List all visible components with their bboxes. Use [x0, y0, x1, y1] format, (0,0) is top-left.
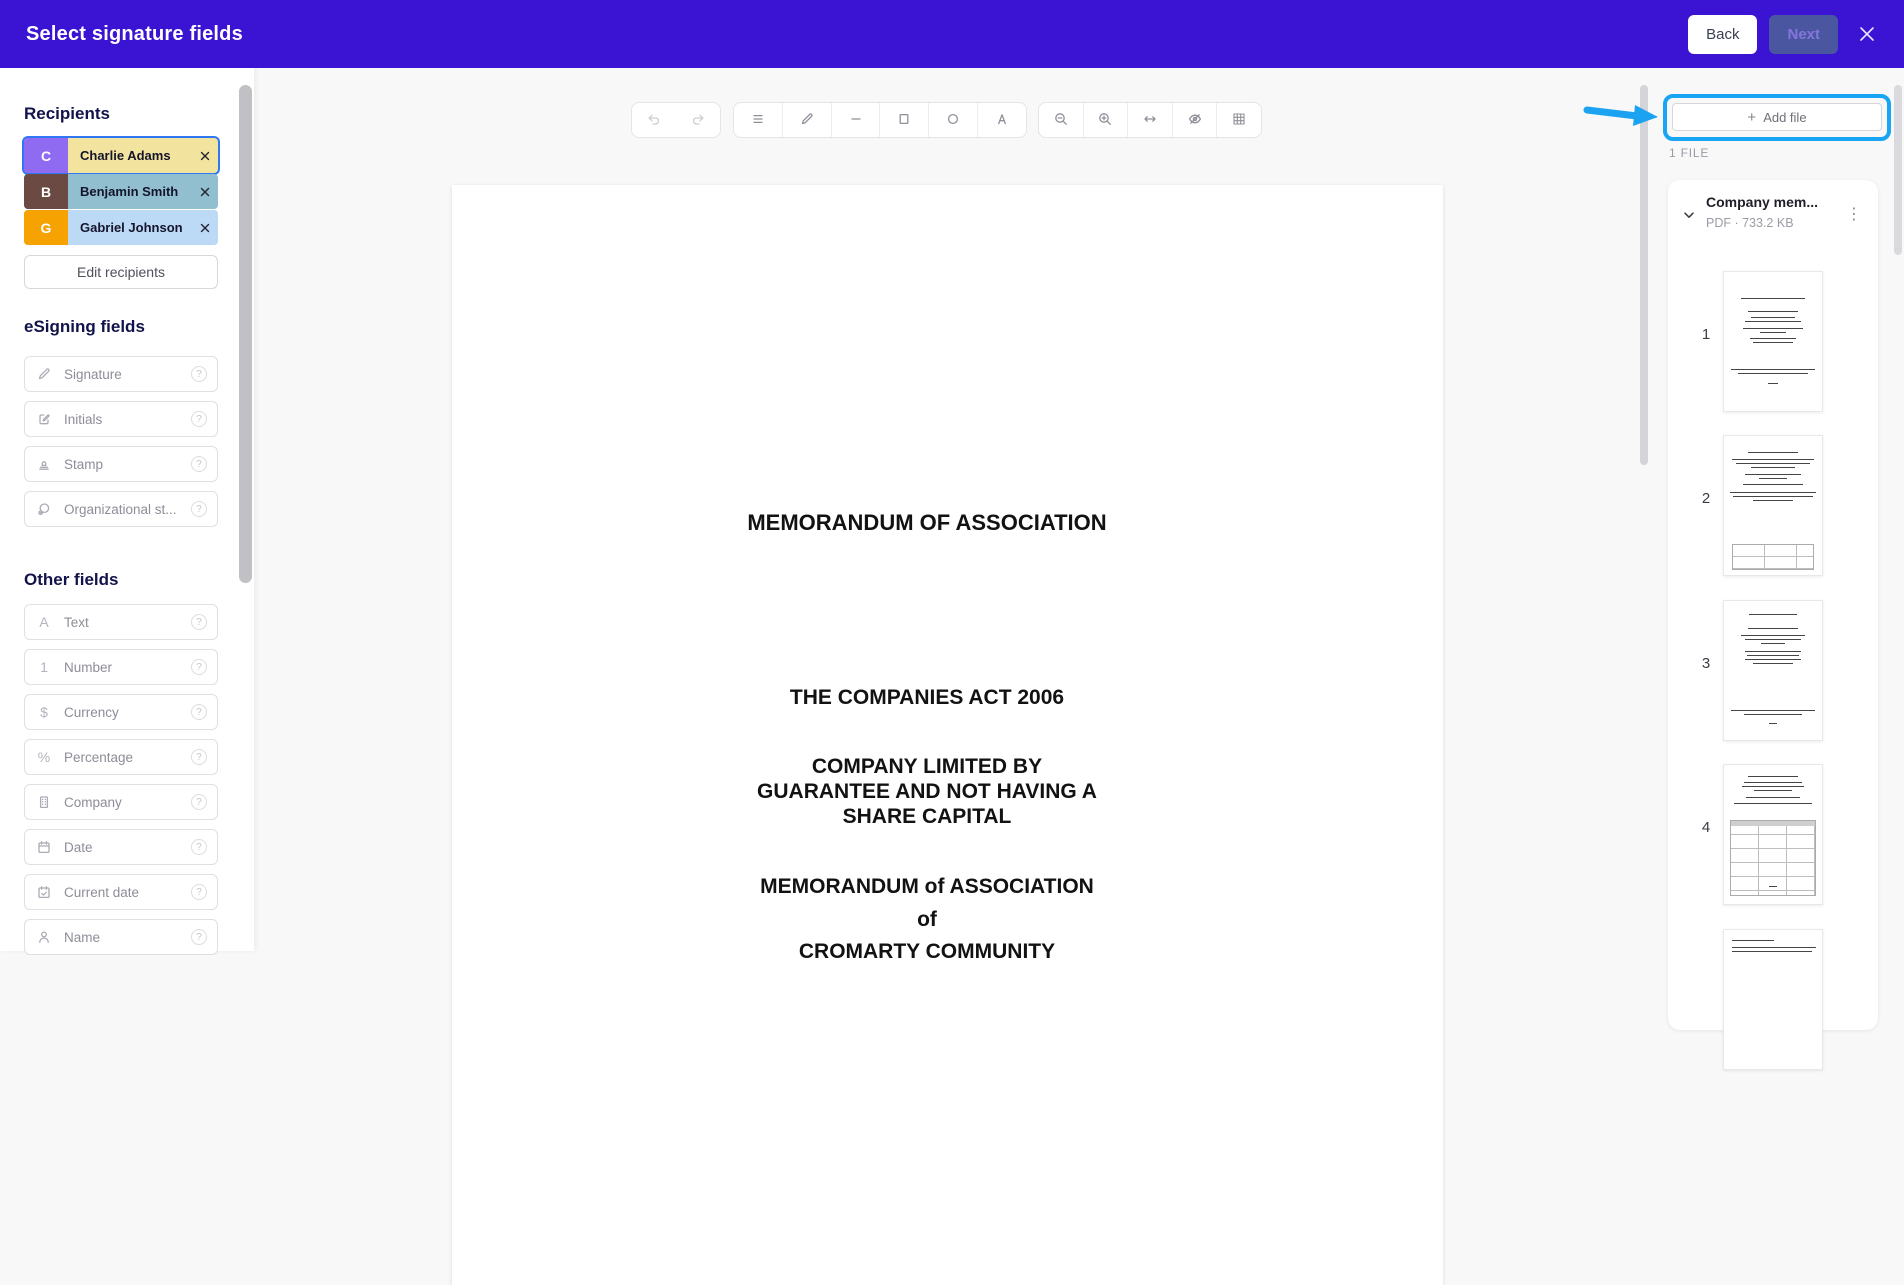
help-icon[interactable]: ? — [191, 366, 207, 382]
zoom-out-button[interactable] — [1039, 103, 1083, 137]
lines-tool-button[interactable] — [734, 103, 782, 137]
page-thumbnail-2[interactable] — [1723, 435, 1823, 576]
org-stamp-icon — [35, 501, 53, 517]
field-percentage[interactable] — [24, 739, 218, 775]
number-icon: 1 — [40, 659, 48, 675]
sidebar-scrollbar[interactable] — [239, 85, 252, 583]
topbar — [0, 0, 1904, 68]
circle-icon — [945, 111, 961, 130]
zoom-out-icon — [1053, 111, 1069, 130]
undo-redo-toolbar — [631, 102, 721, 138]
page-number: 4 — [1701, 819, 1711, 836]
rectangle-tool-button[interactable] — [879, 103, 928, 137]
line-tool-button[interactable] — [831, 103, 880, 137]
doc-heading: SHARE CAPITAL — [842, 805, 1012, 828]
field-organizational-stamp[interactable] — [24, 491, 218, 527]
company-icon — [35, 794, 53, 810]
undo-icon — [646, 111, 662, 130]
avatar: C — [24, 138, 68, 173]
zoom-in-button[interactable] — [1083, 103, 1128, 137]
grid-icon — [1231, 111, 1247, 130]
stamp-icon — [35, 456, 53, 472]
fit-width-button[interactable] — [1127, 103, 1172, 137]
field-label: Text — [64, 614, 89, 630]
help-icon[interactable]: ? — [191, 411, 207, 427]
field-text[interactable] — [24, 604, 218, 640]
doc-heading: GUARANTEE AND NOT HAVING A — [757, 780, 1097, 803]
initials-icon — [35, 411, 53, 427]
document-canvas — [254, 68, 1660, 963]
eye-icon — [1187, 111, 1203, 130]
doc-heading: THE COMPANIES ACT 2006 — [789, 686, 1065, 709]
page-thumbnail-5[interactable] — [1723, 929, 1823, 1070]
arrow-annotation — [1583, 101, 1661, 129]
dash-icon — [848, 111, 864, 130]
close-icon[interactable] — [1850, 17, 1884, 51]
field-label: Number — [64, 659, 113, 675]
field-company[interactable] — [24, 784, 218, 820]
text-tool-button[interactable] — [977, 103, 1026, 137]
field-date[interactable] — [24, 829, 218, 865]
field-current-date[interactable] — [24, 874, 218, 910]
help-icon[interactable]: ? — [191, 501, 207, 517]
file-count-label: 1 FILE — [1669, 146, 1710, 160]
avatar: B — [24, 174, 68, 209]
square-icon — [896, 111, 912, 130]
field-initials[interactable] — [24, 401, 218, 437]
recipient-row-gabriel-johnson[interactable] — [24, 210, 218, 245]
doc-heading: COMPANY LIMITED BY — [811, 755, 1043, 778]
field-number[interactable] — [24, 649, 218, 685]
view-toolbar — [1038, 102, 1262, 138]
next-button[interactable]: Next — [1769, 15, 1838, 54]
help-icon[interactable]: ? — [191, 614, 207, 630]
field-label: Initials — [64, 411, 103, 427]
field-label: Organizational st... — [64, 501, 177, 517]
doc-heading: of — [917, 908, 937, 931]
percentage-icon: % — [37, 749, 51, 765]
field-label: Currency — [64, 704, 119, 720]
undo-button[interactable] — [632, 103, 676, 137]
field-signature[interactable] — [24, 356, 218, 392]
field-label: Company — [64, 794, 122, 810]
recipient-name: Benjamin Smith — [80, 184, 179, 199]
fit-width-icon — [1142, 111, 1158, 130]
page-number: 2 — [1701, 490, 1711, 507]
back-button[interactable]: Back — [1688, 15, 1757, 54]
plus-icon: + — [1747, 108, 1757, 126]
add-file-button[interactable] — [1672, 103, 1882, 131]
pencil-icon — [799, 111, 815, 130]
other-fields-title: Other fields — [24, 570, 119, 589]
edit-recipients-button[interactable]: Edit recipients — [24, 255, 218, 289]
help-icon[interactable]: ? — [191, 659, 207, 675]
field-label: Percentage — [64, 749, 134, 765]
files-sidebar — [1660, 68, 1904, 951]
recipient-row-benjamin-smith[interactable] — [24, 174, 218, 209]
field-stamp[interactable] — [24, 446, 218, 482]
page-title: Select signature fields — [26, 22, 243, 45]
kebab-menu-icon[interactable]: ⋮ — [1846, 206, 1862, 223]
redo-button[interactable] — [676, 103, 720, 137]
draw-tool-button[interactable] — [782, 103, 831, 137]
add-file-label: Add file — [1763, 109, 1807, 125]
file-name: Company mem... — [1706, 194, 1819, 210]
annotation-toolbar — [733, 102, 1027, 138]
recipient-name: Charlie Adams — [80, 148, 171, 163]
field-name[interactable] — [24, 919, 218, 955]
chevron-down-icon[interactable] — [1681, 207, 1697, 228]
field-label: Stamp — [64, 456, 104, 472]
doc-heading: CROMARTY COMMUNITY — [798, 940, 1056, 963]
field-currency[interactable] — [24, 694, 218, 730]
page-number: 3 — [1701, 655, 1711, 672]
help-icon[interactable]: ? — [191, 929, 207, 945]
esigning-fields-title: eSigning fields — [24, 317, 145, 336]
help-icon[interactable]: ? — [191, 456, 207, 472]
redo-icon — [690, 111, 706, 130]
name-icon — [35, 929, 53, 945]
help-icon[interactable]: ? — [191, 884, 207, 900]
recipients-title: Recipients — [24, 104, 110, 123]
signature-icon — [35, 366, 53, 382]
page-thumbnail-3[interactable] — [1723, 600, 1823, 741]
document-page[interactable] — [452, 185, 1443, 1285]
preview-button[interactable] — [1172, 103, 1217, 137]
field-label: Signature — [64, 366, 122, 382]
recipient-row-charlie-adams[interactable] — [24, 138, 218, 173]
remove-recipient-icon[interactable] — [192, 184, 218, 200]
recipient-name: Gabriel Johnson — [80, 220, 183, 235]
field-label: Name — [64, 929, 101, 945]
help-icon[interactable]: ? — [191, 704, 207, 720]
help-icon[interactable]: ? — [191, 749, 207, 765]
page-thumbnail-4[interactable] — [1723, 764, 1823, 905]
files-scrollbar[interactable] — [1894, 85, 1902, 255]
text-icon: A — [39, 614, 49, 630]
page-thumbnail-1[interactable] — [1723, 271, 1823, 412]
field-label: Date — [64, 839, 93, 855]
help-icon[interactable]: ? — [191, 794, 207, 810]
remove-recipient-icon[interactable] — [192, 148, 218, 164]
doc-heading: MEMORANDUM OF ASSOCIATION — [747, 510, 1107, 535]
avatar: G — [24, 210, 68, 245]
zoom-in-icon — [1097, 111, 1113, 130]
text-tool-icon — [994, 111, 1010, 130]
help-icon[interactable]: ? — [191, 839, 207, 855]
currency-icon: $ — [40, 704, 48, 720]
grid-view-button[interactable] — [1216, 103, 1261, 137]
canvas-scrollbar[interactable] — [1640, 85, 1648, 465]
fields-sidebar — [0, 68, 254, 951]
lines-icon — [750, 111, 766, 130]
date-icon — [35, 839, 53, 855]
remove-recipient-icon[interactable] — [192, 220, 218, 236]
ellipse-tool-button[interactable] — [928, 103, 977, 137]
current-date-icon — [35, 884, 53, 900]
field-label: Current date — [64, 884, 140, 900]
file-card — [1668, 180, 1878, 1030]
page-number: 1 — [1701, 326, 1711, 343]
topbar-actions — [1688, 0, 1884, 68]
doc-heading: MEMORANDUM of ASSOCIATION — [760, 875, 1094, 898]
file-meta: PDF · 733.2 KB — [1706, 216, 1794, 230]
